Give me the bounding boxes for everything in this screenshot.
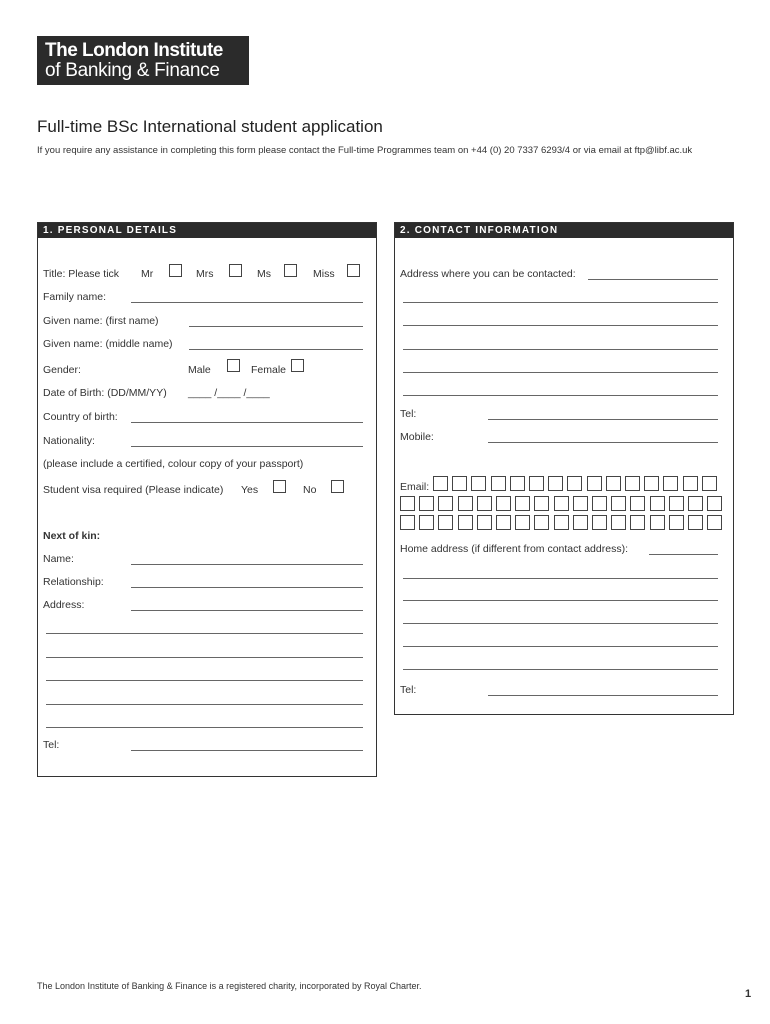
given-first-label: Given name: (first name) <box>43 315 159 327</box>
email-char-box[interactable] <box>702 476 717 491</box>
email-char-box[interactable] <box>438 515 453 530</box>
home-tel-field[interactable] <box>488 695 718 696</box>
gender-label: Gender: <box>43 364 81 376</box>
email-char-box[interactable] <box>496 496 511 511</box>
email-char-box[interactable] <box>630 515 645 530</box>
title-mr-label: Mr <box>141 268 154 280</box>
email-char-box[interactable] <box>433 476 448 491</box>
gender-female-checkbox[interactable] <box>291 359 304 372</box>
email-char-box[interactable] <box>592 515 607 530</box>
home-address-line-6[interactable] <box>403 669 718 670</box>
gender-male-checkbox[interactable] <box>227 359 240 372</box>
email-char-box[interactable] <box>707 515 722 530</box>
home-address-label: Home address (if different from contact address): <box>400 543 628 555</box>
nationality-field[interactable] <box>131 446 363 447</box>
email-char-box[interactable] <box>669 496 684 511</box>
contact-address-line-4[interactable] <box>403 349 718 350</box>
page-title: Full-time BSc International student application <box>37 117 383 136</box>
email-char-box[interactable] <box>663 476 678 491</box>
email-char-box[interactable] <box>554 496 569 511</box>
contact-address-field[interactable] <box>588 279 718 280</box>
title-miss-label: Miss <box>313 268 335 280</box>
contact-address-line-5[interactable] <box>403 372 718 373</box>
email-char-box[interactable] <box>606 476 621 491</box>
mobile-label: Mobile: <box>400 431 434 443</box>
email-char-box[interactable] <box>625 476 640 491</box>
kin-address-line-3[interactable] <box>46 657 363 658</box>
email-char-box[interactable] <box>438 496 453 511</box>
passport-note: (please include a certified, colour copy of your passport) <box>43 458 304 470</box>
contact-address-line-2[interactable] <box>403 302 718 303</box>
title-label: Title: Please tick <box>43 268 120 280</box>
email-char-box[interactable] <box>452 476 467 491</box>
email-char-box[interactable] <box>650 496 665 511</box>
email-char-box[interactable] <box>534 515 549 530</box>
personal-details-panel <box>37 222 377 777</box>
country-birth-label: Country of birth: <box>43 411 118 423</box>
email-char-box[interactable] <box>529 476 544 491</box>
title-mrs-label: Mrs <box>196 268 214 280</box>
email-char-box[interactable] <box>419 496 434 511</box>
home-address-line-3[interactable] <box>403 600 718 601</box>
logo-line-1: The London Institute <box>45 40 223 61</box>
email-char-box[interactable] <box>510 476 525 491</box>
email-char-box[interactable] <box>400 496 415 511</box>
kin-address-label: Address: <box>43 599 85 611</box>
kin-name-field[interactable] <box>131 564 363 565</box>
email-char-box[interactable] <box>611 515 626 530</box>
kin-tel-field[interactable] <box>131 750 363 751</box>
given-middle-label: Given name: (middle name) <box>43 338 173 350</box>
visa-yes-label: Yes <box>241 484 259 496</box>
email-char-box[interactable] <box>400 515 415 530</box>
gender-male-label: Male <box>188 364 211 376</box>
email-char-box[interactable] <box>630 496 645 511</box>
logo-line-2: of Banking & Finance <box>45 60 220 81</box>
contact-tel-label: Tel: <box>400 408 417 420</box>
visa-yes-checkbox[interactable] <box>273 480 286 493</box>
home-address-field[interactable] <box>649 554 718 555</box>
contact-address-line-6[interactable] <box>403 395 718 396</box>
kin-address-field[interactable] <box>131 610 363 611</box>
given-middle-field[interactable] <box>189 349 363 350</box>
next-of-kin-heading: Next of kin: <box>43 530 101 542</box>
email-char-box[interactable] <box>477 515 492 530</box>
email-char-box[interactable] <box>688 515 703 530</box>
email-char-box[interactable] <box>650 515 665 530</box>
visa-no-label: No <box>303 484 317 496</box>
home-address-line-4[interactable] <box>403 623 718 624</box>
kin-address-line-4[interactable] <box>46 680 363 681</box>
email-char-box[interactable] <box>688 496 703 511</box>
title-ms-label: Ms <box>257 268 271 280</box>
contact-info-panel <box>394 222 734 715</box>
email-char-box[interactable] <box>683 476 698 491</box>
title-mrs-checkbox[interactable] <box>229 264 242 277</box>
email-char-box[interactable] <box>458 496 473 511</box>
email-char-box[interactable] <box>515 496 530 511</box>
email-label: Email: <box>400 481 430 493</box>
contact-info-heading: 2. CONTACT INFORMATION <box>395 223 733 238</box>
kin-address-line-5[interactable] <box>46 704 363 705</box>
email-char-box[interactable] <box>419 515 434 530</box>
visa-label: Student visa required (Please indicate) <box>43 484 224 496</box>
title-miss-checkbox[interactable] <box>347 264 360 277</box>
given-first-field[interactable] <box>189 326 363 327</box>
footer-text: The London Institute of Banking & Finance is a registered charity, incorporated by Royal Charter. <box>37 981 422 991</box>
email-char-box[interactable] <box>477 496 492 511</box>
dob-field[interactable]: ____ /____ /____ <box>188 387 270 399</box>
email-char-box[interactable] <box>587 476 602 491</box>
personal-details-heading: 1. PERSONAL DETAILS <box>38 223 376 238</box>
family-name-field[interactable] <box>131 302 363 303</box>
email-char-box[interactable] <box>644 476 659 491</box>
home-address-line-2[interactable] <box>403 578 718 579</box>
email-char-box[interactable] <box>471 476 486 491</box>
page-number: 1 <box>745 988 752 1000</box>
email-char-box[interactable] <box>548 476 563 491</box>
kin-name-label: Name: <box>43 553 74 565</box>
email-char-box[interactable] <box>573 515 588 530</box>
email-char-box[interactable] <box>573 496 588 511</box>
email-char-box[interactable] <box>491 476 506 491</box>
email-char-box[interactable] <box>534 496 549 511</box>
title-ms-checkbox[interactable] <box>284 264 297 277</box>
email-char-box[interactable] <box>669 515 684 530</box>
country-birth-field[interactable] <box>131 422 363 423</box>
contact-tel-field[interactable] <box>488 419 718 420</box>
kin-relationship-label: Relationship: <box>43 576 104 588</box>
email-char-box[interactable] <box>554 515 569 530</box>
email-char-box[interactable] <box>707 496 722 511</box>
institute-logo <box>37 36 249 85</box>
kin-address-line-6[interactable] <box>46 727 363 728</box>
intro-text: If you require any assistance in completing this form please contact the Full-time Programmes team on +44 (0) 20 7337 6293/4 or via email at ftp@libf.ac.uk <box>37 145 693 156</box>
email-char-box[interactable] <box>567 476 582 491</box>
home-tel-label: Tel: <box>400 684 417 696</box>
mobile-field[interactable] <box>488 442 718 443</box>
kin-tel-label: Tel: <box>43 739 60 751</box>
contact-address-label: Address where you can be contacted: <box>400 268 576 280</box>
contact-address-line-3[interactable] <box>403 325 718 326</box>
email-char-box[interactable] <box>458 515 473 530</box>
visa-no-checkbox[interactable] <box>331 480 344 493</box>
nationality-label: Nationality: <box>43 435 95 447</box>
dob-label: Date of Birth: (DD/MM/YY) <box>43 387 167 399</box>
kin-address-line-2[interactable] <box>46 633 363 634</box>
email-char-box[interactable] <box>592 496 607 511</box>
email-char-box[interactable] <box>496 515 511 530</box>
gender-female-label: Female <box>251 364 287 376</box>
kin-relationship-field[interactable] <box>131 587 363 588</box>
email-char-box[interactable] <box>515 515 530 530</box>
family-name-label: Family name: <box>43 291 107 303</box>
home-address-line-5[interactable] <box>403 646 718 647</box>
email-char-box[interactable] <box>611 496 626 511</box>
title-mr-checkbox[interactable] <box>169 264 182 277</box>
